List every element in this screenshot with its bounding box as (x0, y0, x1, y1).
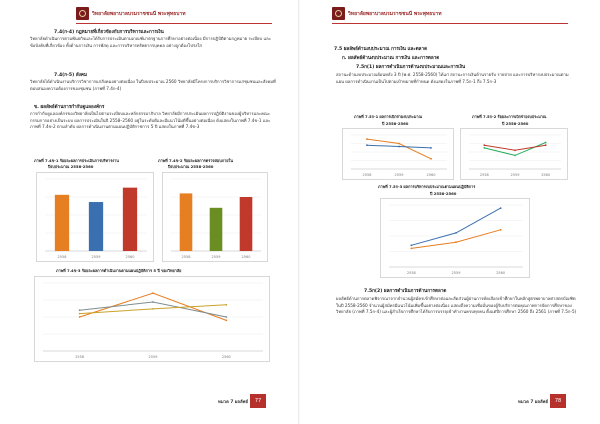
page-number: 78 (550, 394, 566, 408)
bar (89, 202, 103, 251)
bar (240, 197, 253, 251)
bar (123, 188, 137, 251)
x-tick-label: 2558 (181, 255, 191, 259)
college-logo-icon (76, 7, 89, 20)
x-tick-label: 2559 (91, 255, 101, 259)
footer-label: หมวด 7 ผลลัพธ์ (518, 400, 549, 405)
x-tick-label: 2559 (451, 271, 461, 275)
data-point (500, 229, 502, 231)
series-line (411, 208, 500, 245)
section-heading: 7.4(ก-4) กฎหมายที่เกี่ยวข้องกับการบริหารและการเงิน (54, 30, 164, 35)
x-tick-label: 2560 (241, 255, 251, 259)
figure-caption: ภาพที่ 7.4ข-3 ร้อยละผลการดำเนินงานตามแผนปฏิบัติการ 5 ปี ของวิทยาลัย (56, 268, 182, 273)
page-header-title: วิทยาลัยพยาบาลบรมราชชนนี พระพุทธบาท (348, 11, 442, 17)
chart-frame (460, 128, 568, 180)
header-divider (332, 23, 568, 24)
section-heading: 7.5 ผลลัพธ์ด้านงบประมาณ การเงิน และตลาด (334, 47, 428, 52)
bar (180, 193, 193, 251)
data-point (430, 147, 432, 149)
x-tick-label: 2558 (75, 355, 85, 359)
data-point (225, 304, 227, 306)
x-tick-label: 2559 (510, 173, 520, 177)
data-point (152, 301, 154, 303)
data-point (410, 248, 412, 250)
section-heading: ก. ผลลัพธ์ด้านงบประมาณ การเงิน และการตลาด (342, 56, 440, 61)
page-footer (300, 394, 600, 408)
header-divider (76, 23, 272, 24)
bar (210, 208, 223, 251)
figure-caption: ภาพที่ 7.4ข-1 ร้อยละผลการประเมินการบริหารงาน (34, 158, 119, 163)
x-tick-label: 2558 (406, 271, 416, 275)
body-paragraph: วิทยาลัยดำเนินการตามพันธกิจและได้รับการประเมินตามเกณฑ์มาตรฐานการศึกษาอย่างต่อเนื่อง มีการปฏิบัติตามกฎหมาย ระเบียบ และข้อบังคับที่เกี่ยวข้อง ทั้งด้านการเงิน การพัสดุ และการบริหารทรัพยากรบุคคล อย่างถูกต้องโปร่งใส (30, 36, 272, 48)
line-chart-budget-disbursement (343, 129, 453, 179)
data-point (225, 320, 227, 322)
data-point (79, 313, 81, 315)
x-tick-label: 2558 (479, 173, 489, 177)
chart-frame (342, 128, 454, 180)
series-line (80, 293, 227, 320)
x-tick-label: 2560 (426, 173, 436, 177)
chart-frame (34, 276, 270, 362)
data-point (514, 155, 516, 157)
data-point (152, 292, 154, 294)
page-footer (0, 394, 300, 408)
data-point (483, 144, 485, 146)
data-point (455, 241, 457, 243)
body-paragraph: การกำกับดูแลองค์กรของวิทยาลัยเป็นไปตามระเบียบและหลักธรรมาภิบาล วิทยาลัยมีการประเมินผลการปฏิบัติงานของผู้บริหารและคณะกรรมการอย่างเป็นระบบ ผลการประเมินในปี 2558–2560 อยู่ในระดับดีและมีแนวโน้มดีขึ้นอย่างต่อเนื่อง ดังแสดงในภาพที่ 7.4ข-1 และภาพที่ 7.4ข-2 ตามลำดับ ผลการดำเนินงานตามแผนปฏิบัติราชการ 5 ปี แสดงในภาพที่ 7.4ข-3 (30, 111, 271, 130)
figure-caption: ภาพที่ 7.4ข-2 ร้อยละผลการตรวจสอบภายใน (158, 158, 233, 163)
college-logo-icon (332, 7, 345, 20)
data-point (366, 144, 368, 146)
figure-caption: ภาพที่ 7.5ก-3 ผลการบริหารงบประมาณตามแผนปฏิบัติการ (378, 184, 476, 189)
section-heading: 7.5ก(1) ผลการดำเนินการด้านงบประมาณและการเงิน (356, 65, 466, 70)
chart-frame (36, 172, 154, 262)
x-tick-label: 2559 (211, 255, 221, 259)
series-line (484, 142, 545, 155)
data-point (410, 244, 412, 246)
x-tick-label: 2560 (496, 271, 506, 275)
x-tick-label: 2558 (362, 173, 372, 177)
figure-caption: ปีงบประมาณ 2558-2560 (48, 164, 94, 169)
figure-caption: ภาพที่ 7.5ก-1 ผลการเบิกจ่ายงบประมาณ (354, 114, 423, 119)
data-point (455, 232, 457, 234)
section-heading: 7.4(ก-5) สังคม (54, 73, 87, 78)
x-tick-label: 2560 (125, 255, 135, 259)
figure-caption: ปีงบประมาณ 2558-2560 (168, 164, 214, 169)
footer-label: หมวด 7 ผลลัพธ์ (218, 400, 249, 405)
data-point (79, 309, 81, 311)
chart-frame (162, 172, 268, 262)
bar-chart-admin-eval (37, 173, 153, 261)
body-paragraph: ผลลัพธ์ด้านการตลาดพิจารณาจากจำนวนผู้สมัครเข้าศึกษาต่อและสัดส่วนผู้ผ่านการคัดเลือกเข้าศึกษาในหลักสูตรพยาบาลศาสตรบัณฑิต ในปี 2558-2560 จำนวนผู้สมัครมีแนวโน้มเพิ่มขึ้นอย่างต่อเนื่อง แสดงถึงความเชื่อมั่นของผู้รับบริการต่อคุณภาพการจัดการศึกษาของวิทยาลัย (ภาพที่ 7.5ก-4) และผู้สำเร็จการศึกษาได้รับการบรรจุเข้าทำงานครบทุกคน ตั้งแต่ปีการศึกษา 2560 ถึง 2561 (ภาพที่ 7.5ก-5) (336, 296, 577, 315)
data-point (152, 308, 154, 310)
series-line (367, 139, 431, 159)
figure-caption: ปี 2558-2560 (382, 121, 409, 126)
line-chart-budget-plan (381, 199, 529, 277)
bar (55, 195, 69, 251)
page-number: 77 (250, 394, 266, 408)
x-tick-label: 2559 (394, 173, 404, 177)
bar-chart-internal-audit (163, 173, 267, 261)
x-tick-label: 2559 (148, 355, 158, 359)
line-chart-action-plan (35, 277, 269, 361)
data-point (398, 146, 400, 148)
chart-frame (380, 198, 530, 278)
data-point (545, 144, 547, 146)
body-paragraph: วิทยาลัยได้ดำเนินงานบริการวิชาการแก่สังคมอย่างต่อเนื่อง ในปีงบประมาณ 2560 วิทยาลัยมีโครงการบริการวิชาการแก่ชุมชนและสังคมที่ตอบสนองความต้องการของชุมชน (ภาพที่ 7.4ก-4) (30, 79, 276, 91)
data-point (500, 207, 502, 209)
x-tick-label: 2558 (57, 255, 67, 259)
body-paragraph: สถานะด้านงบประมาณย้อนหลัง 3 ปี (พ.ศ. 2558-2560) ได้แก่ สถานะการเงินด้านรายรับ รายจ่าย และการบริหารงบประมาณตามแผน ผลการดำเนินงานเป็นไปตามเป้าหมายที่กำหนด ดังแสดงในภาพที่ 7.5ก-1 ถึง 7.5ก-3 (336, 72, 569, 84)
figure-caption: ภาพที่ 7.5ก-2 ร้อยละการเบิกจ่ายงบประมาณ (472, 114, 547, 119)
section-heading: 7.5ก(2) ผลการดำเนินการด้านการตลาด (364, 289, 447, 294)
section-heading: ข. ผลลัพธ์ด้านการกำกับดูแลองค์กร (34, 105, 105, 110)
figure-caption: ปี 2558-2560 (430, 191, 457, 196)
data-point (430, 158, 432, 160)
data-point (514, 149, 516, 151)
page-header-title: วิทยาลัยพยาบาลบรมราชชนนี พระพุทธบาท (92, 11, 186, 17)
data-point (366, 138, 368, 140)
data-point (483, 147, 485, 149)
data-point (545, 142, 547, 144)
line-chart-budget-percent (461, 129, 567, 179)
figure-caption: ปี 2558-2560 (502, 121, 529, 126)
data-point (79, 316, 81, 318)
x-tick-label: 2560 (541, 173, 551, 177)
right-page (300, 0, 600, 424)
data-point (225, 316, 227, 318)
data-point (398, 143, 400, 145)
x-tick-label: 2560 (221, 355, 231, 359)
